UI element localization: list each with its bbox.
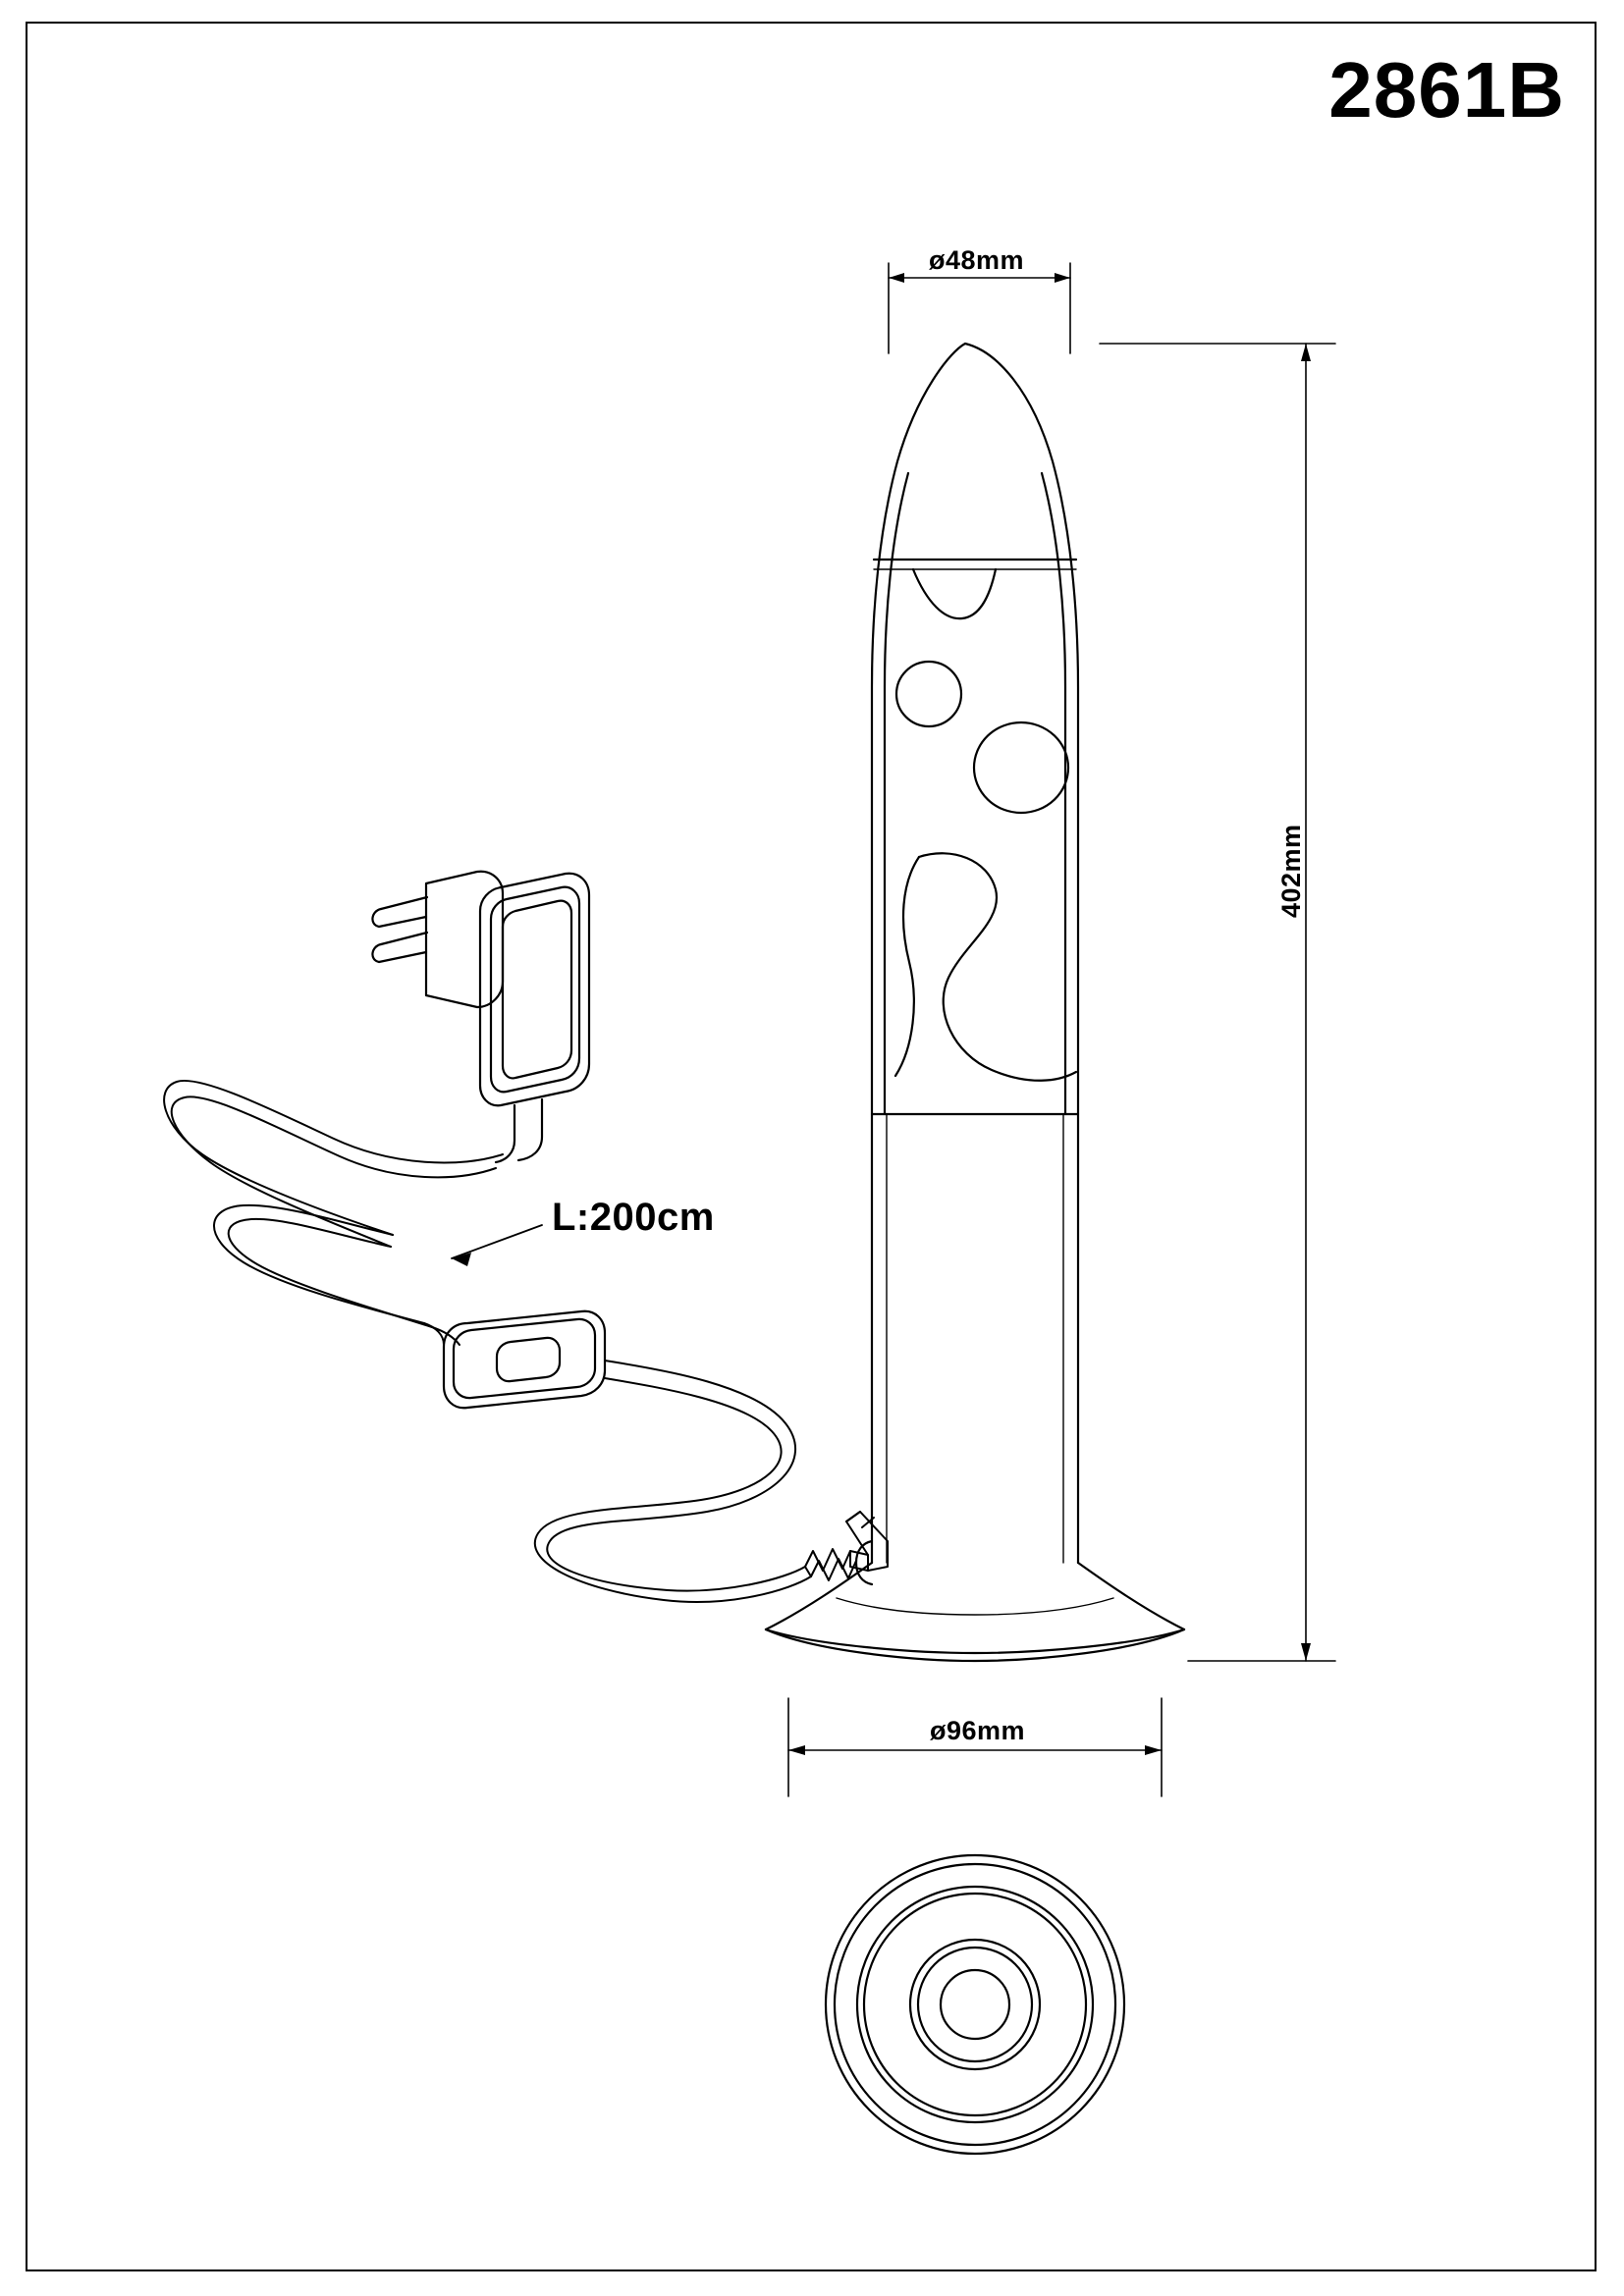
lava-lamp-body (766, 263, 1184, 1661)
lava-blob-large-left (895, 857, 919, 1076)
lava-blob-medium (974, 722, 1068, 813)
height-dimension (1100, 344, 1335, 1661)
dimension-label-total-height: 402mm (1276, 824, 1306, 918)
page-title: 2861B (1328, 46, 1565, 133)
lava-blob-top (913, 569, 996, 618)
base-diameter-dimension (788, 1698, 1162, 1796)
dc-cord (535, 1361, 888, 1602)
cord-length-label: L:200cm (552, 1196, 715, 1239)
base-plan-view (826, 1855, 1124, 2154)
cord-label-leader (452, 1225, 542, 1266)
lava-blob-small (896, 662, 961, 726)
dimension-label-top-diameter: ø48mm (929, 245, 1025, 275)
inline-switch (444, 1311, 605, 1409)
switch-rocker (497, 1338, 560, 1381)
power-cord (164, 1081, 503, 1345)
lava-blob-large (919, 853, 1076, 1080)
power-adapter (372, 872, 589, 1162)
dimension-label-base-diameter: ø96mm (930, 1716, 1026, 1745)
